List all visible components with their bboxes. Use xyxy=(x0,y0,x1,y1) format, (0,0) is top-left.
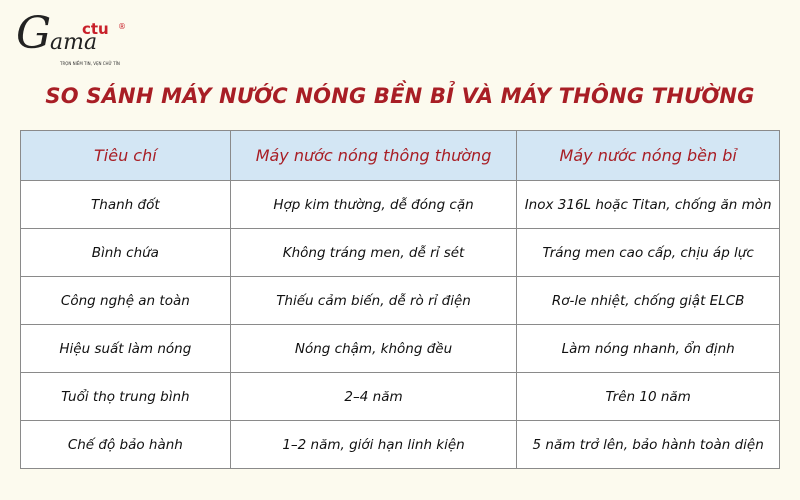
logo-letter: G xyxy=(16,8,52,59)
cell-criteria: Tuổi thọ trung bình xyxy=(21,373,231,421)
cell-durable: Tráng men cao cấp, chịu áp lực xyxy=(517,229,780,277)
cell-criteria: Hiệu suất làm nóng xyxy=(21,325,231,373)
registered-mark: ® xyxy=(118,22,126,31)
header-criteria: Tiêu chí xyxy=(21,131,231,181)
cell-regular: Nóng chậm, không đều xyxy=(230,325,517,373)
cell-durable: Inox 316L hoặc Titan, chống ăn mòn xyxy=(517,181,780,229)
table-row xyxy=(21,181,780,229)
logo-mark: ctu xyxy=(82,20,109,38)
table-row xyxy=(21,421,780,469)
table-row xyxy=(21,325,780,373)
header-regular-heater: Máy nước nóng thông thường xyxy=(230,131,517,181)
page-title: SO SÁNH MÁY NƯỚC NÓNG BỀN BỈ VÀ MÁY THÔNG THƯỜNG xyxy=(45,84,755,108)
cell-regular: Thiếu cảm biến, dễ rò rỉ điện xyxy=(230,277,517,325)
cell-regular: Không tráng men, dễ rỉ sét xyxy=(230,229,517,277)
cell-criteria: Công nghệ an toàn xyxy=(21,277,231,325)
table-row xyxy=(21,373,780,421)
cell-criteria: Thanh đốt xyxy=(21,181,231,229)
cell-durable: Làm nóng nhanh, ổn định xyxy=(517,325,780,373)
cell-regular: 2–4 năm xyxy=(230,373,517,421)
cell-criteria: Bình chứa xyxy=(21,229,231,277)
cell-durable: Rơ-le nhiệt, chống giật ELCB xyxy=(517,277,780,325)
cell-durable: Trên 10 năm xyxy=(517,373,780,421)
table-header-row xyxy=(21,131,780,181)
brand-logo xyxy=(12,8,132,68)
cell-regular: 1–2 năm, giới hạn linh kiện xyxy=(230,421,517,469)
table-row xyxy=(21,277,780,325)
cell-durable: 5 năm trở lên, bảo hành toàn diện xyxy=(517,421,780,469)
logo-text: ama xyxy=(50,30,98,55)
comparison-table xyxy=(20,130,780,469)
cell-regular: Hợp kim thường, dễ đóng cặn xyxy=(230,181,517,229)
cell-criteria: Chế độ bảo hành xyxy=(21,421,231,469)
logo-tagline: TRỌN NIỀM TIN, VẸN CHỮ TÍN xyxy=(60,61,120,66)
header-durable-heater: Máy nước nóng bền bỉ xyxy=(517,131,780,181)
table-row xyxy=(21,229,780,277)
